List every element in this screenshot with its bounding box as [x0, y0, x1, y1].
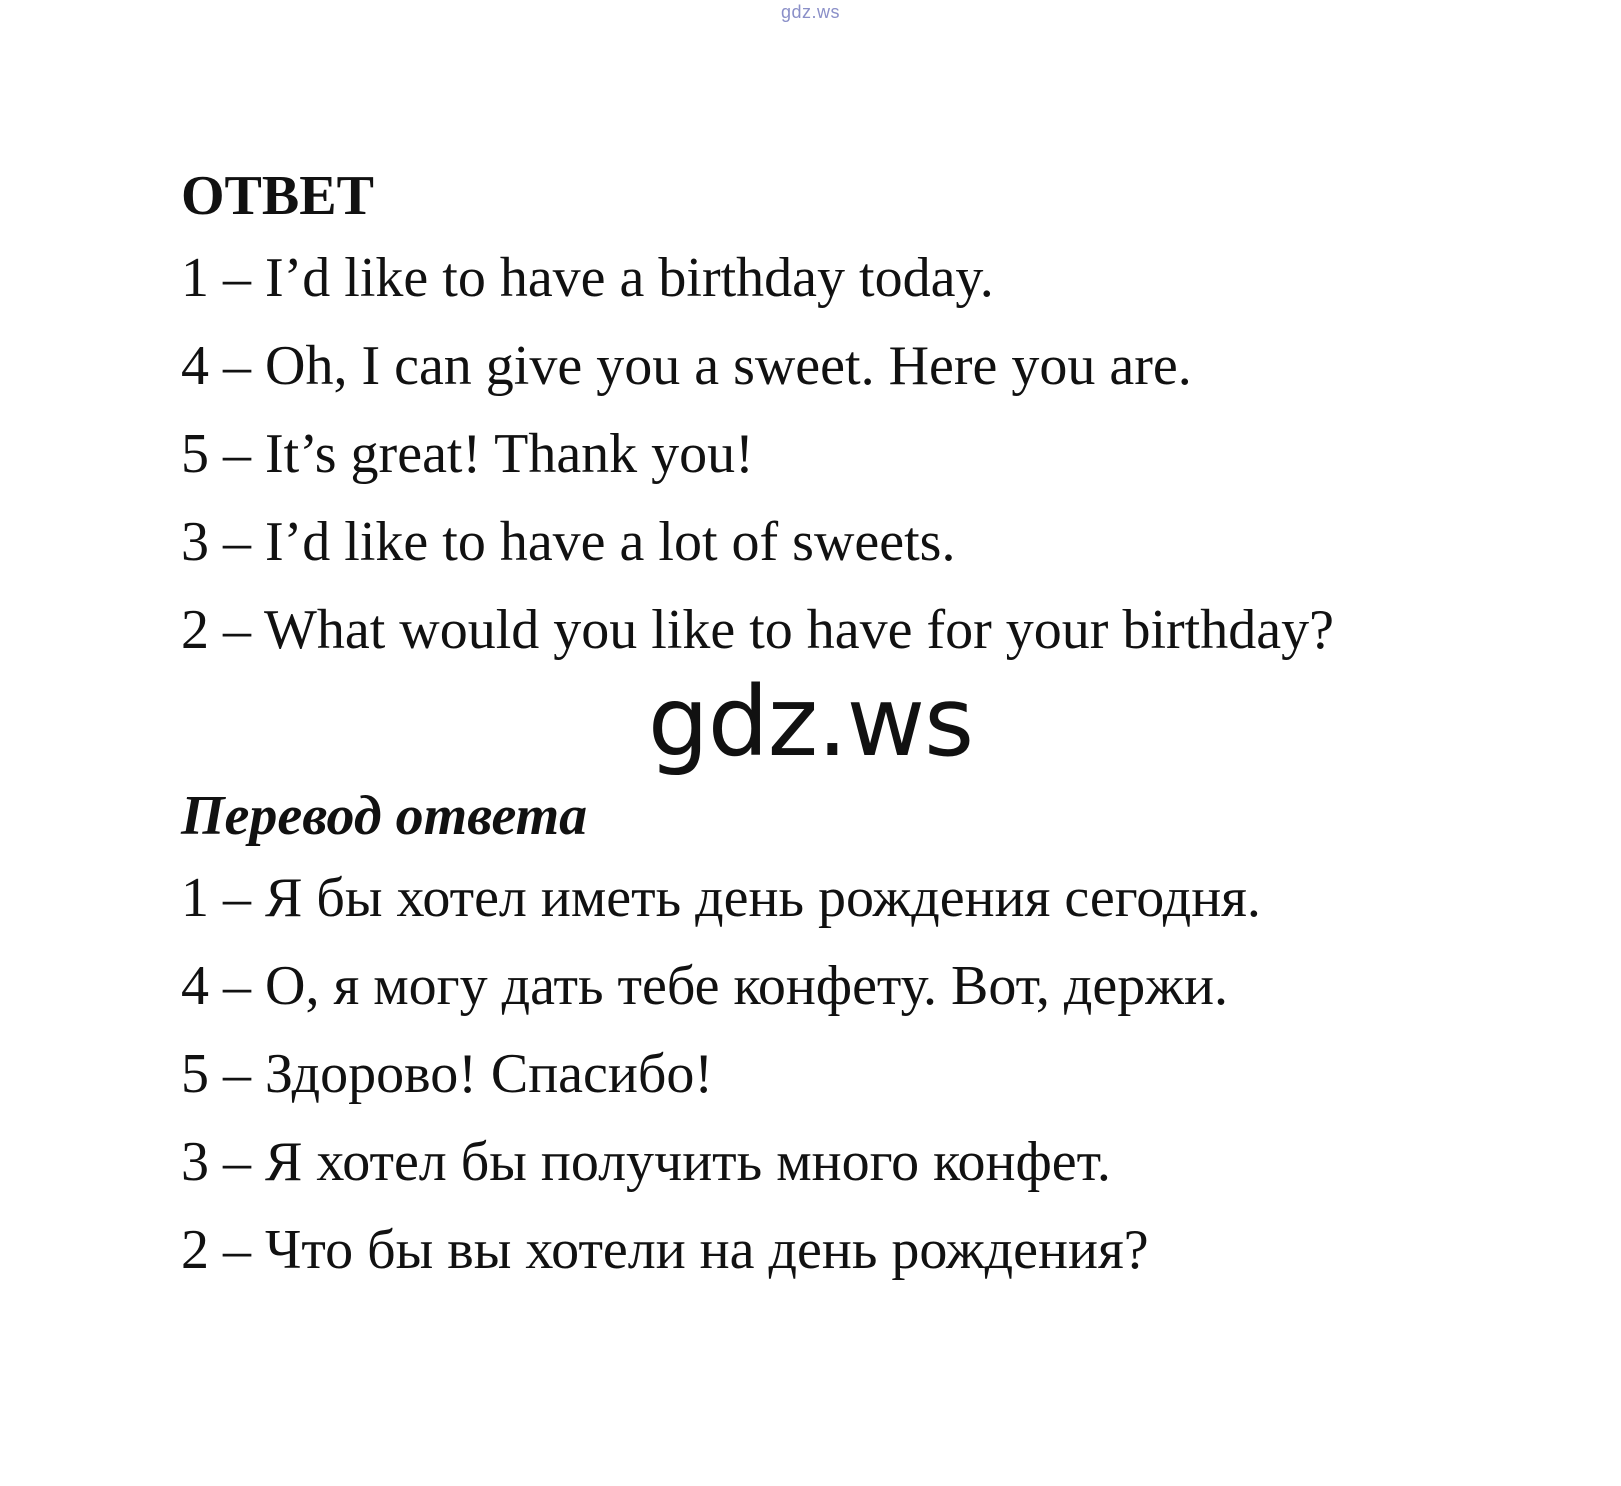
translation-line: 4 – О, я могу дать тебе конфету. Вот, держи.: [181, 955, 1228, 1017]
answer-line: 3 – I’d like to have a lot of sweets.: [181, 511, 956, 573]
answer-line: 2 – What would you like to have for your birthday?: [181, 599, 1334, 661]
answer-section: [181, 158, 1581, 674]
translation-line: 1 – Я бы хотел иметь день рождения сегодня.: [181, 867, 1261, 929]
answer-line: 1 – I’d like to have a birthday today.: [181, 247, 994, 309]
center-watermark: gdz.ws: [647, 666, 974, 778]
top-watermark: gdz.ws: [780, 2, 841, 22]
translation-line: 2 – Что бы вы хотели на день рождения?: [181, 1219, 1149, 1281]
translation-heading: Перевод ответа: [181, 785, 588, 847]
answer-heading: ОТВЕТ: [181, 165, 374, 227]
translation-line: 3 – Я хотел бы получить много конфет.: [181, 1131, 1111, 1193]
translation-line: 5 – Здорово! Спасибо!: [181, 1043, 713, 1105]
answer-line: 4 – Oh, I can give you a sweet. Here you are.: [181, 335, 1192, 397]
answer-line: 5 – It’s great! Thank you!: [181, 423, 754, 485]
translation-section: [181, 778, 1581, 1294]
